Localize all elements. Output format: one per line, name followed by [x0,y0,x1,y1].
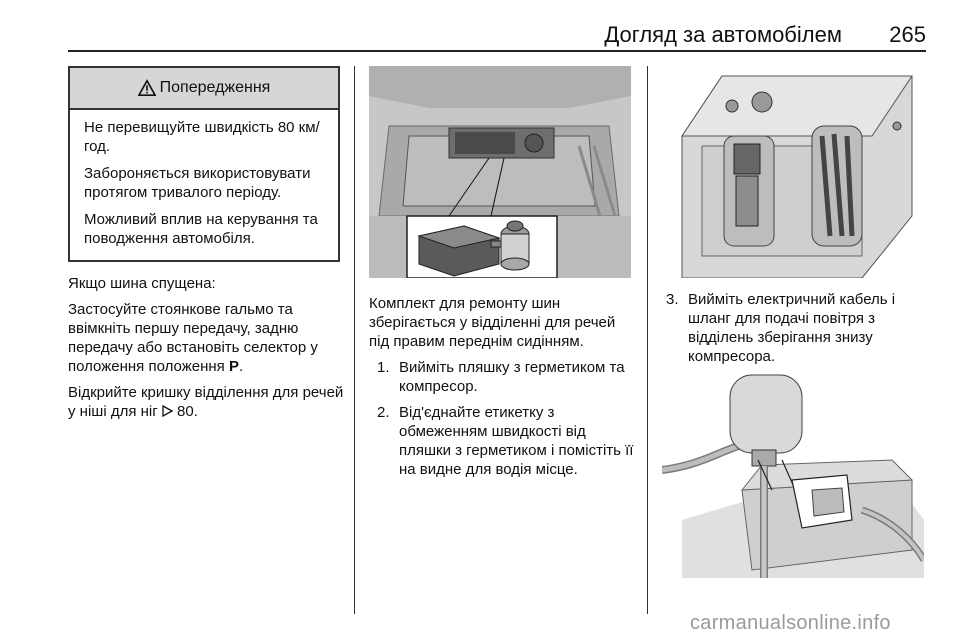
column-divider-2 [647,66,648,614]
warning-body [70,110,338,248]
paragraph: Відкрийте кришку відділення для речей у ніші для ніг 80. [68,384,344,420]
warning-line: Забороняється використовувати протягом тривалого періоду. [84,165,311,201]
page-reference-link[interactable]: 80. [177,403,198,420]
column-divider-1 [354,66,355,614]
warning-line: Не перевищуйте швидкість 80 км/год. [84,119,320,155]
page-number: 265 [889,22,926,47]
list-item: 3. Вийміть електричний кабель і шланг для подачі повітря з відділень зберігання знизу компресора. [666,291,896,365]
page-header [0,0,960,52]
warning-triangle-icon [138,79,156,97]
paragraph: Якщо шина спущена: [68,275,216,292]
steps-list [666,290,928,366]
header-rule [68,50,926,52]
steps-list [369,358,637,479]
illustration-storage-compartment [369,66,631,278]
page-reference-icon [162,405,173,417]
warning-header [70,68,338,110]
list-item: 1. Вийміть пляшку з герметиком та компресор. [377,359,625,395]
list-item: 2. Від'єднайте етикетку з обмеженням швидкості від пляшки з герметиком і помістіть її на видне для водія місце. [377,404,634,478]
section-title: Догляд за автомобілем [604,22,842,47]
paragraph: Застосуйте стоянкове гальмо та ввімкніть першу передачу, задню передачу або встановіть селектор у положення положення P. [68,301,318,375]
column-1-text [68,274,344,428]
column-3-text [666,290,928,373]
illustration-compressor-underside [662,66,924,278]
illustration-sealant-bottle [662,370,924,578]
warning-box [68,66,340,262]
warning-line: Можливий вплив на керування та поводження автомобіля. [84,211,318,247]
column-2-text [369,294,637,486]
paragraph: Комплект для ремонту шин зберігається у відділенні для речей під правим переднім сидінням. [369,295,616,350]
watermark: carmanualsonline.info [690,612,891,634]
warning-title: Попередження [159,79,271,96]
